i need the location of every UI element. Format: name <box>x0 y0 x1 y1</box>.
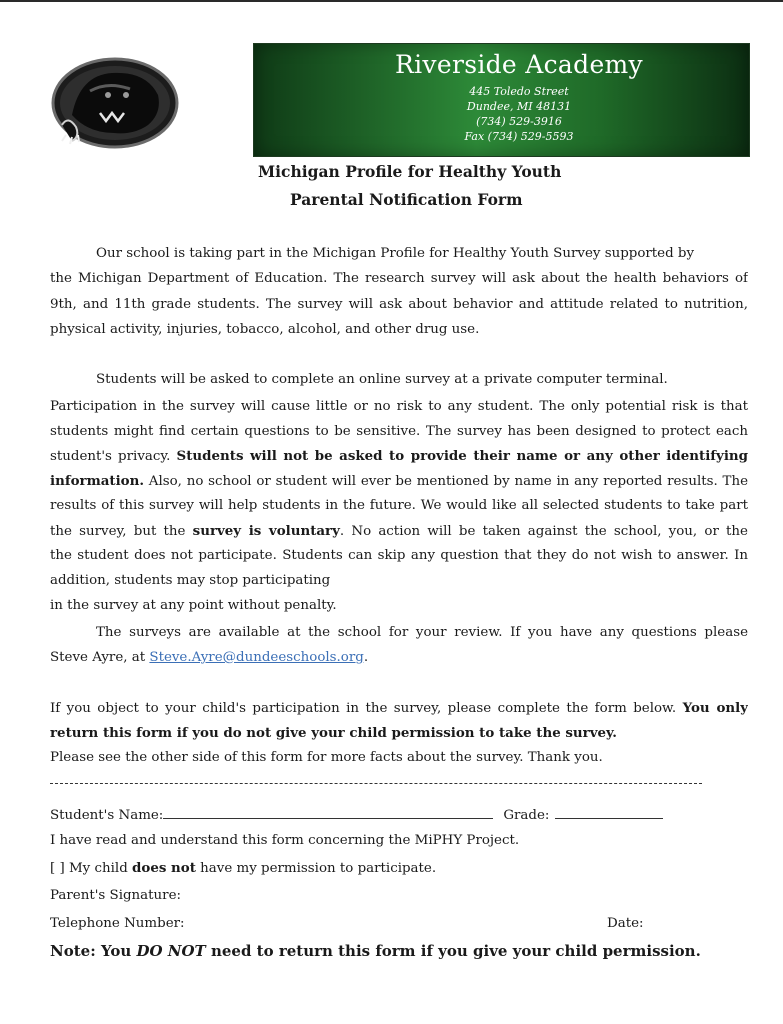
permission-text-a: My child <box>64 861 133 876</box>
panther-logo <box>50 55 180 152</box>
para2-line7-text-c: . No action will be taken against the school, you, or the <box>339 524 748 539</box>
grade-field[interactable] <box>555 804 663 819</box>
note-text-emphasis: DO NOT <box>136 942 206 960</box>
form-title: Michigan Profile for Healthy Youth <box>258 162 562 181</box>
permission-text-c: have my permission to participate. <box>195 861 437 876</box>
acknowledge-text: I have read and understand this form concerning the MiPHY Project. <box>50 833 520 848</box>
para2-line4 <box>50 446 748 466</box>
school-phone: (734) 529-3916 <box>476 115 562 128</box>
cut-line <box>50 783 702 784</box>
para2-line5-text: Also, no school or student will ever be mentioned by name in any reported results. The <box>144 474 748 489</box>
para2-line5 <box>50 471 748 491</box>
para3-line2 <box>50 648 748 668</box>
para2-line7-text-a: the survey, but the <box>50 524 193 539</box>
date-label: Date: <box>607 916 644 931</box>
para4-line1-bold: You only <box>682 700 748 716</box>
para1-line4: physical activity, injuries, tobacco, alcohol, and other drug use. <box>50 322 480 337</box>
para3-period: . <box>363 650 369 665</box>
form-subtitle: Parental Notification Form <box>290 190 523 209</box>
permission-row <box>50 858 748 879</box>
para2-line8: the student does not participate. Students can skip any question that they do not wish to answer. In <box>50 548 748 563</box>
student-name-row <box>50 804 748 826</box>
student-name-field[interactable] <box>163 804 493 819</box>
para2-line7 <box>50 521 748 541</box>
return-note <box>50 941 748 961</box>
para2-line5-bold: information. <box>50 473 145 489</box>
school-name: Riverside Academy <box>395 50 643 79</box>
permission-text-bold: does not <box>132 860 196 876</box>
para1-line3: 9th, and 11th grade students. The survey will ask about behavior and attitude related to nutrition, <box>50 297 748 312</box>
para2-line4-text: student's privacy. <box>50 449 177 464</box>
para1-line1: Our school is taking part in the Michigan Profile for Healthy Youth Survey supported by <box>96 246 695 261</box>
para1-line2: the Michigan Department of Education. The research survey will ask about the health behaviors of <box>50 271 748 286</box>
para4-line3: Please see the other side of this form for more facts about the survey. Thank you. <box>50 750 603 765</box>
para2-line9: addition, students may stop participating <box>50 573 331 588</box>
para4-line2-bold: return this form if you do not give your child permission to take the survey. <box>50 725 617 741</box>
student-name-label: Student's Name: <box>50 808 164 823</box>
para4-line2 <box>50 723 748 744</box>
page-top-border <box>0 0 783 2</box>
para2-line2: Participation in the survey will cause little or no risk to any student. The only potential risk is that <box>50 399 748 414</box>
school-fax: Fax (734) 529-5593 <box>464 130 574 143</box>
note-text-a: Note: You <box>50 942 137 960</box>
school-street: 445 Toledo Street <box>469 85 569 98</box>
para2-line7-bold: survey is voluntary <box>192 523 340 539</box>
para2-line4-bold: Students will not be asked to provide their name or any other identifying <box>176 448 748 464</box>
grade-label: Grade: <box>503 808 550 823</box>
para3-line1: The surveys are available at the school for your review. If you have any questions please <box>96 625 748 640</box>
para4-line1 <box>50 698 748 718</box>
para2-line3: students might find certain questions to be sensitive. The survey has been designed to protect each <box>50 424 748 439</box>
para2-line10: in the survey at any point without penalty. <box>50 598 337 613</box>
telephone-label: Telephone Number: <box>50 916 185 931</box>
signature-label: Parent's Signature: <box>50 888 182 903</box>
para3-contact: Steve Ayre, at <box>50 650 150 665</box>
school-header-banner <box>253 43 750 157</box>
note-text-c: need to return this form if you give your child permission. <box>205 942 701 960</box>
permission-checkbox[interactable]: [ ] <box>50 861 65 876</box>
contact-email-link[interactable]: Steve.Ayre@dundeeschools.org <box>149 650 364 665</box>
school-city: Dundee, MI 48131 <box>466 100 572 113</box>
para2-line6: results of this survey will help students in the future. We would like all selected students to take part <box>50 498 748 513</box>
para4-line1-text: If you object to your child's participation in the survey, please complete the form below. <box>50 701 683 716</box>
para2-line1: Students will be asked to complete an online survey at a private computer terminal. <box>96 372 668 387</box>
